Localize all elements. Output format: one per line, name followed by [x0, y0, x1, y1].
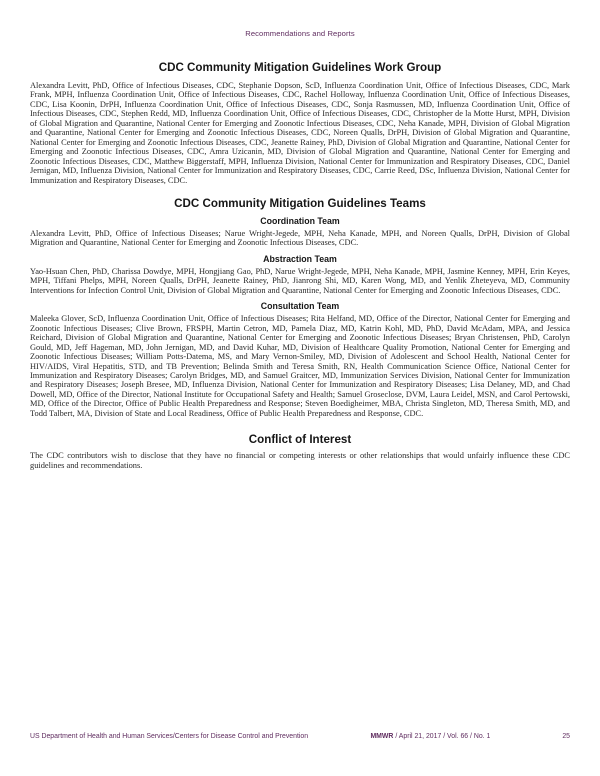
footer-issue-info — [370, 733, 490, 740]
consultation-team-members: Maleeka Glover, ScD, Influenza Coordination Unit, Office of Infectious Diseases; Rita Helfand, MD, Office of the Director, National Center for Emerging and Zoonotic Infectious Diseases; Clive Brown, FRSPH, Martin Cetron, MD, Pamela Diaz, MD, Katrin Kohl, MD, PhD, David McAdam, MPA, and Jessica Reichard, Division of Global Migration and Quarantine, National Center for Emerging and Zoonotic Infectious Diseases; Bryan Christensen, PhD, Carolyn Gould, MD, Jeff Hageman, MD, John Jernigan, MD, and David Kuhar, MD, Division of Healthcare Quality Promotion, National Center for Emerging and Zoonotic Infectious Diseases; William Potts-Datema, MS, and Mary Vernon-Smiley, MD, Division of Adolescent and School Health, National Center for HIV/AIDS, Viral Hepatitis, STD, and TB Prevention; Belinda Smith and Teresa Smith, RN, Health Communication Science Office, National Center for Immunization and Respiratory Diseases; Carolyn Bridges, MD, and Samuel Graitcer, MD, Immunization Services Division, National Center for Immunization and Respiratory Diseases; Joseph Bresee, MD, Influenza Division, National Center for Immunization and Respiratory Diseases; Lisa Delaney, MD, and Chad Dowell, MD, Office of the Director, National Institute for Occupational Safety and Health; Samuel Groseclose, DVM, Laura Leidel, MSN, and Carol Pertowski, MD, Office of the Director, Office of Public Health Preparedness and Response; Steven Boedigheimer, MBA, Christa Singleton, MD, Theresa Smith, MD, and Todd Talbert, MA, Division of State and Local Readiness, Office of Public Health Preparedness and Response, CDC. — [30, 314, 570, 418]
teams-title: CDC Community Mitigation Guidelines Teams — [174, 196, 426, 210]
conflict-of-interest-body: The CDC contributors wish to disclose that they have no financial or competing interests or other relationships that would unfairly influence these CDC guidelines and recommendations. — [30, 451, 570, 470]
abstraction-team-heading: Abstraction Team — [263, 253, 337, 264]
footer-page-number: 25 — [562, 733, 570, 740]
work-group-members: Alexandra Levitt, PhD, Office of Infectious Diseases, CDC, Stephanie Dopson, ScD, Influenza Coordination Unit, Office of Infectious Diseases, CDC, Mark Frank, MPH, Influenza Coordination Unit, Office of Infectious Diseases, CDC, Rachel Holloway, Influenza Coordination Unit, Office of Infectious Diseases, CDC, Lisa Koonin, DrPH, Influenza Coordination Unit, Office of Infectious Diseases, CDC, Sonja Rasmussen, MD, Influenza Coordination Unit, Office of Infectious Diseases, CDC, Stephen Redd, MD, Influenza Coordination Unit, Office of Infectious Diseases, CDC, Christopher de la Motte Hurst, MPH, Division of Global Migration and Quarantine, National Center for Emerging and Zoonotic Infectious Diseases, CDC, Neha Kanade, MPH, Division of Global Migration and Quarantine, National Center for Emerging and Zoonotic Infectious Diseases, CDC, Noreen Qualls, DrPH, Division of Global Migration and Quarantine, National Center for Emerging and Zoonotic Infectious Diseases, CDC, Jeanette Rainey, PhD, Division of Global Migration and Quarantine, National Center for Emerging and Zoonotic Infectious Diseases, CDC, Amra Uzicanin, MD, Division of Global Migration and Quarantine, National Center for Emerging and Zoonotic Infectious Diseases, CDC, Matthew Biggerstaff, MPH, Influenza Division, National Center for Immunization and Respiratory Diseases, CDC, Daniel Jernigan, MD, Influenza Division, National Center for Immunization and Respiratory Diseases, CDC, Carrie Reed, DSc, Influenza Division, National Center for Immunization and Respiratory Diseases, CDC. — [30, 81, 570, 185]
work-group-title: CDC Community Mitigation Guidelines Work Group — [158, 61, 442, 74]
footer-publisher: US Department of Health and Human Services/Centers for Disease Control and Prevention — [30, 733, 309, 740]
footer-journal-label: MMWR — [370, 733, 394, 740]
page-footer — [30, 733, 570, 740]
page-content — [30, 61, 570, 470]
footer-issue-details: / April 21, 2017 / Vol. 66 / No. 1 — [393, 733, 491, 740]
coordination-team-heading: Coordination Team — [260, 215, 340, 226]
coordination-team-members: Alexandra Levitt, PhD, Office of Infectious Diseases; Narue Wright-Jegede, MPH, Neha Kanade, MPH, and Noreen Qualls, DrPH, Division of Global Migration and Quarantine, National Center for Emerging and Zoonotic Infectious Diseases, CDC. — [30, 228, 570, 248]
conflict-of-interest-title: Conflict of Interest — [248, 433, 352, 447]
consultation-team-heading: Consultation Team — [260, 301, 340, 312]
abstraction-team-members: Yao-Hsuan Chen, PhD, Charissa Dowdye, MPH, Hongjiang Gao, PhD, Narue Wright-Jegede, MPH, Neha Kanade, MPH, Jasmine Kenney, MPH, Erin Keyes, MPH, Tiffani Phelps, MPH, Noreen Qualls, DrPH, Jeanette Rainey, PhD, Jianrong Shi, MD, Karen Wong, MD, and Yenlik Zheteyeva, MD, Community Interventions for Infection Control Unit, Division of Global Migration and Quarantine, National Center for Emerging and Zoonotic Infectious Diseases, CDC. — [30, 266, 570, 295]
running-head: Recommendations and Reports — [245, 29, 355, 38]
